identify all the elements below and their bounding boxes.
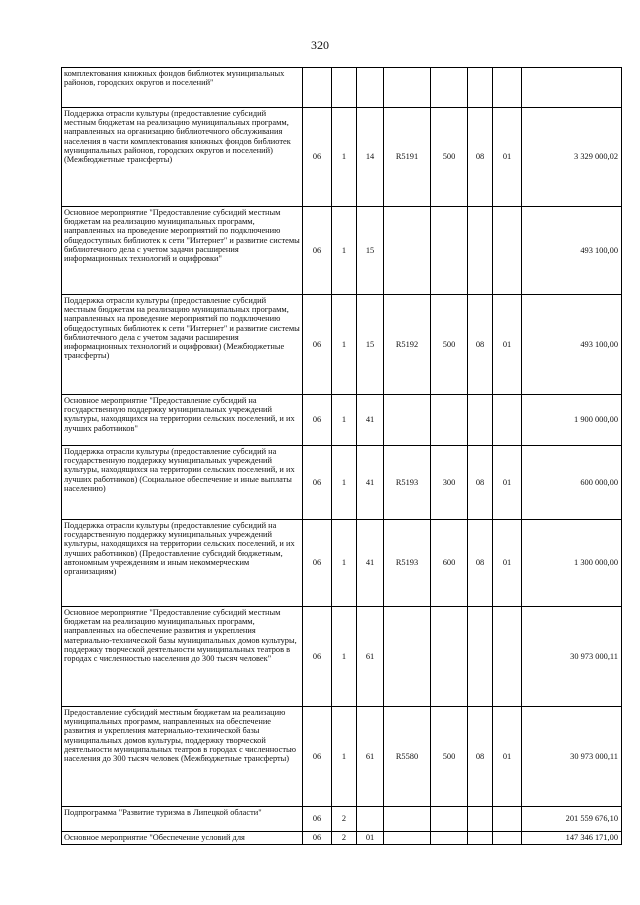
budget-table xyxy=(61,67,622,845)
code-event: 15 xyxy=(357,207,384,295)
code-program: 06 xyxy=(303,807,332,832)
code-section: 08 xyxy=(468,108,493,207)
code-event: 61 xyxy=(357,607,384,707)
amount-cell: 201 559 676,10 xyxy=(522,807,622,832)
code-section: 08 xyxy=(468,520,493,607)
code-program: 06 xyxy=(303,207,332,295)
row-description: Основное мероприятие "Предоставление субсидий местным бюджетам на реализацию муниципальных программ, направленных на обеспечение развития и укрепления материально-технической базы муниципальных домов культуры, поддержку творческой деятельности муниципальных театров в городах с численностью населения до 300 тысяч человек" xyxy=(62,607,303,707)
code-direction xyxy=(384,607,431,707)
row-description: Поддержка отрасли культуры (предоставление субсидий на государственную поддержку муниципальных учреждений культуры, находящихся на территории сельских поселений, и их лучших работников) (Социальное обеспечение и иные выплаты населению) xyxy=(62,446,303,520)
row-description: Поддержка отрасли культуры (предоставление субсидий местным бюджетам на реализацию муниципальных программ, направленных на проведение мероприятий по подключению общедоступных библиотек к сети "Интернет" и развитие системы библиотечного дела с учетом задачи расширения информационных технологий и оцифровки) (Межбюджетные трансферты) xyxy=(62,295,303,395)
code-program xyxy=(303,68,332,108)
code-subprogram: 1 xyxy=(332,607,357,707)
code-subsection: 01 xyxy=(493,295,522,395)
code-program: 06 xyxy=(303,707,332,807)
code-subprogram: 1 xyxy=(332,707,357,807)
code-direction xyxy=(384,395,431,446)
code-subsection xyxy=(493,832,522,845)
amount-cell: 1 900 000,00 xyxy=(522,395,622,446)
table-row xyxy=(62,68,622,108)
page-number: 320 xyxy=(311,38,329,52)
code-section xyxy=(468,395,493,446)
amount-cell: 1 300 000,00 xyxy=(522,520,622,607)
table-row xyxy=(62,207,622,295)
code-program: 06 xyxy=(303,395,332,446)
code-subsection xyxy=(493,607,522,707)
code-direction xyxy=(384,832,431,845)
table-row xyxy=(62,807,622,832)
code-expense-type: 500 xyxy=(431,707,468,807)
code-subprogram: 1 xyxy=(332,108,357,207)
code-expense-type xyxy=(431,207,468,295)
code-section: 08 xyxy=(468,707,493,807)
code-expense-type xyxy=(431,607,468,707)
table-row xyxy=(62,832,622,845)
code-subsection: 01 xyxy=(493,520,522,607)
code-direction: R5193 xyxy=(384,520,431,607)
code-event: 41 xyxy=(357,446,384,520)
table-row xyxy=(62,446,622,520)
code-event xyxy=(357,68,384,108)
code-event xyxy=(357,807,384,832)
code-subsection: 01 xyxy=(493,446,522,520)
code-section xyxy=(468,607,493,707)
code-subprogram: 1 xyxy=(332,207,357,295)
amount-cell: 3 329 000,02 xyxy=(522,108,622,207)
code-subprogram: 1 xyxy=(332,395,357,446)
code-expense-type xyxy=(431,68,468,108)
code-event: 14 xyxy=(357,108,384,207)
code-section xyxy=(468,207,493,295)
code-section xyxy=(468,832,493,845)
amount-cell: 493 100,00 xyxy=(522,207,622,295)
code-program: 06 xyxy=(303,108,332,207)
code-direction: R5580 xyxy=(384,707,431,807)
amount-cell xyxy=(522,68,622,108)
code-expense-type: 300 xyxy=(431,446,468,520)
row-description: Основное мероприятие "Обеспечение условий для xyxy=(62,832,303,845)
code-direction xyxy=(384,807,431,832)
code-direction: R5193 xyxy=(384,446,431,520)
code-expense-type: 500 xyxy=(431,108,468,207)
code-section: 08 xyxy=(468,446,493,520)
code-subsection xyxy=(493,207,522,295)
code-event: 61 xyxy=(357,707,384,807)
code-subprogram: 1 xyxy=(332,520,357,607)
code-section xyxy=(468,807,493,832)
code-subsection: 01 xyxy=(493,108,522,207)
code-event: 41 xyxy=(357,520,384,607)
amount-cell: 30 973 000,11 xyxy=(522,607,622,707)
code-subprogram: 1 xyxy=(332,446,357,520)
code-subsection xyxy=(493,395,522,446)
code-event: 41 xyxy=(357,395,384,446)
code-program: 06 xyxy=(303,520,332,607)
amount-cell: 147 346 171,00 xyxy=(522,832,622,845)
amount-cell: 493 100,00 xyxy=(522,295,622,395)
row-description: Предоставление субсидий местным бюджетам на реализацию муниципальных программ, направленных на обеспечение развития и укрепления материально-технической базы муниципальных домов культуры, поддержку творческой деятельности муниципальных театров в городах с численностью населения до 300 тысяч человек (Межбюджетные трансферты) xyxy=(62,707,303,807)
code-expense-type: 500 xyxy=(431,295,468,395)
code-subprogram: 2 xyxy=(332,807,357,832)
table-row xyxy=(62,607,622,707)
code-subsection xyxy=(493,68,522,108)
code-program: 06 xyxy=(303,607,332,707)
code-event: 15 xyxy=(357,295,384,395)
row-description: Основное мероприятие "Предоставление субсидий местным бюджетам на реализацию муниципальных программ, направленных на проведение мероприятий по подключению общедоступных библиотек к сети "Интернет" и развитие системы библиотечного дела с учетом задачи расширения информационных технологий и оцифровки" xyxy=(62,207,303,295)
code-direction: R5191 xyxy=(384,108,431,207)
code-subsection: 01 xyxy=(493,707,522,807)
code-program: 06 xyxy=(303,832,332,845)
table-row xyxy=(62,108,622,207)
code-subprogram: 1 xyxy=(332,295,357,395)
code-event: 01 xyxy=(357,832,384,845)
table-row xyxy=(62,707,622,807)
code-expense-type xyxy=(431,395,468,446)
code-direction xyxy=(384,68,431,108)
table-row xyxy=(62,520,622,607)
code-direction: R5192 xyxy=(384,295,431,395)
amount-cell: 30 973 000,11 xyxy=(522,707,622,807)
table-row xyxy=(62,395,622,446)
code-expense-type xyxy=(431,807,468,832)
amount-cell: 600 000,00 xyxy=(522,446,622,520)
code-subprogram: 2 xyxy=(332,832,357,845)
code-subsection xyxy=(493,807,522,832)
row-description: Подпрограмма "Развитие туризма в Липецкой области" xyxy=(62,807,303,832)
table-row xyxy=(62,295,622,395)
code-expense-type: 600 xyxy=(431,520,468,607)
row-description: Поддержка отрасли культуры (предоставление субсидий местным бюджетам на реализацию муниципальных программ, направленных на организацию библиотечного обслуживания населения в части комплектования книжных фондов библиотек муниципальных районов, городских округов и поселений) (Межбюджетные трансферты) xyxy=(62,108,303,207)
code-program: 06 xyxy=(303,446,332,520)
code-expense-type xyxy=(431,832,468,845)
row-description: Поддержка отрасли культуры (предоставление субсидий на государственную поддержку муниципальных учреждений культуры, находящихся на территории сельских поселений, и их лучших работников) (Предоставление субсидий бюджетным, автономным учреждениям и иным некоммерческим организациям) xyxy=(62,520,303,607)
code-program: 06 xyxy=(303,295,332,395)
row-description: Основное мероприятие "Предоставление субсидий на государственную поддержку муниципальных учреждений культуры, находящихся на территории сельских поселений, и их лучших работников" xyxy=(62,395,303,446)
row-description: комплектования книжных фондов библиотек муниципальных районов, городских округов и поселений" xyxy=(62,68,303,108)
code-section: 08 xyxy=(468,295,493,395)
code-subprogram xyxy=(332,68,357,108)
code-direction xyxy=(384,207,431,295)
code-section xyxy=(468,68,493,108)
